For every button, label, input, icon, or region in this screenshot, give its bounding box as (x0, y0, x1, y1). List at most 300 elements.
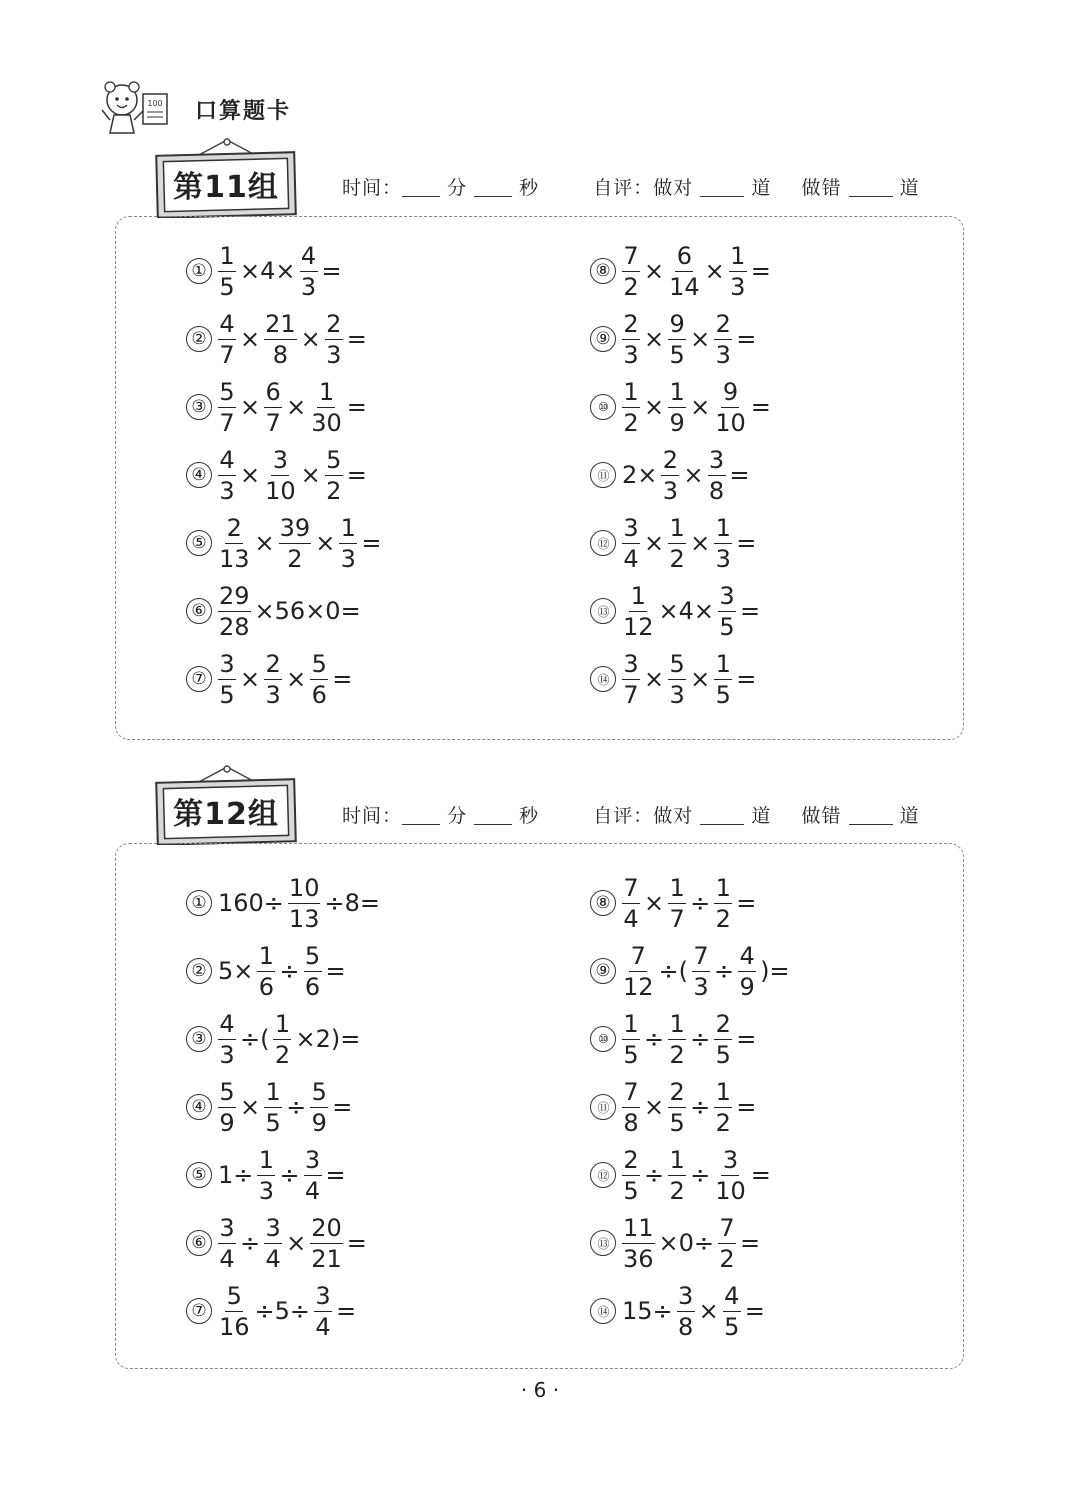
problem-number: ⑩ (590, 394, 616, 420)
fraction (668, 377, 686, 437)
operator-text: = (321, 257, 342, 285)
dao-label: 道 (751, 177, 772, 199)
problem-item (186, 1279, 358, 1343)
correct-count-blank[interactable] (700, 196, 744, 197)
operator-text: ×56×0= (254, 597, 361, 625)
denominator: 2 (326, 476, 342, 505)
denominator: 3 (730, 272, 746, 301)
numerator: 11 (623, 1213, 654, 1242)
numerator: 5 (219, 377, 235, 406)
fraction (723, 1281, 741, 1341)
problem-number: ⑭ (590, 1298, 616, 1324)
problem-item (186, 1211, 369, 1275)
denominator: 6 (258, 972, 275, 1001)
numerator: 5 (304, 941, 321, 970)
denominator: 28 (219, 612, 250, 641)
numerator: 39 (279, 513, 311, 542)
fraction (668, 649, 686, 709)
operator-text: ÷8= (324, 889, 380, 917)
denominator: 12 (623, 612, 654, 641)
denominator: 6 (311, 680, 327, 709)
fraction (692, 941, 710, 1001)
denominator: 3 (715, 340, 731, 369)
fraction (677, 1281, 695, 1341)
fraction (264, 1213, 282, 1273)
fraction (714, 873, 732, 933)
operator-text: = (346, 325, 367, 353)
problem-item (590, 375, 773, 439)
denominator: 3 (715, 544, 731, 573)
numerator: 5 (326, 445, 342, 474)
problem-number: ② (186, 326, 212, 352)
numerator: 3 (678, 1281, 694, 1310)
numerator: 1 (219, 241, 235, 270)
page-number: · 6 · (520, 1378, 560, 1402)
problem-number: ④ (186, 1094, 212, 1120)
denominator: 2 (715, 1108, 731, 1137)
fraction (714, 1077, 732, 1137)
numerator: 4 (300, 241, 317, 270)
header-title: 口算题卡 (195, 99, 292, 124)
numerator: 3 (315, 1281, 331, 1310)
minutes-blank[interactable] (402, 824, 440, 825)
operator-text: = (740, 597, 761, 625)
denominator: 4 (623, 544, 639, 573)
numerator: 1 (258, 941, 275, 970)
wrong-label: 做错 (801, 177, 842, 199)
fraction (622, 513, 640, 573)
numerator: 3 (219, 649, 235, 678)
group-11-info (342, 173, 920, 200)
operator-text: 1÷ (218, 1161, 254, 1189)
operator-text: × (683, 461, 704, 489)
numerator: 7 (630, 941, 646, 970)
fraction (668, 1009, 686, 1069)
group-11-label: 第11组 (173, 170, 279, 205)
denominator: 21 (311, 1244, 342, 1273)
numerator: 3 (623, 513, 639, 542)
problem-number: ⑥ (186, 1230, 212, 1256)
denominator: 36 (623, 1244, 654, 1273)
operator-text: × (704, 257, 725, 285)
operator-text: ×2)= (295, 1025, 361, 1053)
fraction (622, 1077, 640, 1137)
fraction (622, 1009, 640, 1069)
denominator: 3 (219, 1040, 235, 1069)
numerator: 2 (623, 1145, 639, 1174)
numerator: 4 (739, 941, 755, 970)
operator-text: = (325, 1161, 346, 1189)
denominator: 3 (326, 340, 342, 369)
denominator: 2 (719, 1244, 735, 1273)
numerator: 1 (318, 377, 335, 406)
operator-text: × (644, 1093, 665, 1121)
problem-item (590, 871, 758, 935)
problem-item (590, 579, 762, 643)
fraction (622, 941, 655, 1001)
fraction (622, 1145, 640, 1205)
problem-number: ⑦ (186, 1298, 212, 1324)
denominator: 2 (623, 272, 639, 301)
problem-number: ⑬ (590, 1230, 616, 1256)
operator-text: 160÷ (218, 889, 284, 917)
problem-number: ⑪ (590, 462, 616, 488)
problem-item (186, 375, 369, 439)
problem-number: ⑥ (186, 598, 212, 624)
numerator: 2 (669, 1077, 685, 1106)
operator-text: = (744, 1297, 765, 1325)
fraction (714, 1009, 732, 1069)
denominator: 4 (623, 904, 639, 933)
fraction (708, 445, 726, 505)
operator-text: 2× (622, 461, 658, 489)
denominator: 13 (288, 904, 320, 933)
numerator: 1 (340, 513, 356, 542)
fraction (622, 241, 640, 301)
numerator: 3 (219, 1213, 235, 1242)
fraction (264, 309, 297, 369)
fraction (218, 1009, 236, 1069)
problem-number: ⑫ (590, 1162, 616, 1188)
numerator: 9 (669, 309, 685, 338)
numerator: 5 (669, 649, 685, 678)
denominator: 9 (219, 1108, 235, 1137)
fraction (218, 241, 236, 301)
numerator: 1 (258, 1145, 275, 1174)
problem-number: ⑩ (590, 1026, 616, 1052)
numerator: 1 (630, 581, 646, 610)
fraction (218, 377, 236, 437)
denominator: 13 (219, 544, 250, 573)
operator-text: × (644, 529, 665, 557)
fraction (218, 649, 236, 709)
denominator: 7 (669, 904, 685, 933)
fraction (310, 377, 343, 437)
operator-text: × (644, 393, 665, 421)
operator-text: ÷ (690, 1161, 711, 1189)
numerator: 6 (676, 241, 693, 270)
problem-number: ⑭ (590, 666, 616, 692)
seconds-blank[interactable] (474, 824, 512, 825)
problem-item (590, 1007, 758, 1071)
fraction (218, 309, 236, 369)
numerator: 2 (623, 309, 639, 338)
problem-item (590, 511, 758, 575)
denominator: 5 (719, 612, 735, 641)
numerator: 3 (708, 445, 725, 474)
numerator: 1 (730, 241, 746, 270)
operator-text: = (332, 1093, 353, 1121)
numerator: 1 (669, 513, 685, 542)
problem-item (186, 939, 348, 1003)
fraction (622, 309, 640, 369)
operator-text: × (286, 393, 307, 421)
numerator: 1 (265, 1077, 281, 1106)
operator-text: = (736, 889, 757, 917)
operator-text: = (750, 1161, 771, 1189)
denominator: 3 (300, 272, 317, 301)
fraction (310, 649, 328, 709)
fraction (622, 377, 640, 437)
fraction (714, 309, 732, 369)
numerator: 7 (719, 1213, 735, 1242)
operator-text: ÷ (714, 957, 735, 985)
numerator: 5 (219, 1077, 235, 1106)
fraction (273, 1009, 291, 1069)
denominator: 12 (623, 972, 654, 1001)
denominator: 5 (724, 1312, 740, 1341)
operator-text: × (698, 1297, 719, 1325)
operator-text: × (240, 393, 261, 421)
problem-item (186, 1075, 354, 1139)
numerator: 2 (265, 649, 281, 678)
denominator: 5 (715, 1040, 731, 1069)
problem-number: ④ (186, 462, 212, 488)
denominator: 4 (304, 1176, 321, 1205)
numerator: 7 (623, 873, 639, 902)
fraction (288, 873, 321, 933)
denominator: 4 (219, 1244, 235, 1273)
operator-text: = (736, 1025, 757, 1053)
numerator: 3 (719, 581, 735, 610)
problem-item (590, 443, 752, 507)
group-12-sign (155, 765, 297, 845)
minutes-label: 分 (447, 177, 468, 199)
wrong-count-blank[interactable] (849, 824, 893, 825)
denominator: 3 (669, 680, 685, 709)
operator-text: = (346, 461, 367, 489)
numerator: 3 (623, 649, 639, 678)
fraction (257, 941, 275, 1001)
numerator: 5 (311, 1077, 327, 1106)
operator-text: × (254, 529, 275, 557)
operator-text: ÷ (286, 1093, 307, 1121)
numerator: 9 (722, 377, 739, 406)
numerator: 4 (724, 1281, 740, 1310)
denominator: 7 (219, 408, 235, 437)
operator-text: ×0÷ (658, 1229, 715, 1257)
denominator: 5 (219, 272, 235, 301)
operator-text: × (286, 1229, 307, 1257)
operator-text: ÷ (279, 1161, 300, 1189)
fraction (264, 445, 297, 505)
operator-text: ÷5÷ (254, 1297, 311, 1325)
operator-text: × (644, 257, 665, 285)
fraction (714, 649, 732, 709)
operator-text: ÷( (240, 1025, 270, 1053)
fraction (622, 581, 655, 641)
fraction (668, 513, 686, 573)
fraction (304, 1145, 322, 1205)
denominator: 3 (265, 680, 281, 709)
fraction (714, 1145, 747, 1205)
fraction (218, 581, 251, 641)
denominator: 2 (287, 544, 303, 573)
time-label: 时间： (342, 805, 403, 827)
problem-number: ⑬ (590, 598, 616, 624)
denominator: 10 (715, 408, 746, 437)
operator-text: ×4× (658, 597, 715, 625)
operator-text: × (644, 889, 665, 917)
numerator: 20 (311, 1213, 342, 1242)
problem-number: ⑤ (186, 530, 212, 556)
fraction (668, 1145, 686, 1205)
problem-item (590, 239, 773, 303)
denominator: 2 (274, 1040, 291, 1069)
operator-text: × (286, 665, 307, 693)
problem-number: ② (186, 958, 212, 984)
denominator: 9 (739, 972, 755, 1001)
operator-text: 5× (218, 957, 254, 985)
self-eval-label: 自评：做对 (593, 177, 694, 199)
wrong-count-blank[interactable] (849, 196, 893, 197)
operator-text: ÷ (644, 1025, 665, 1053)
problem-item (186, 511, 383, 575)
numerator: 7 (623, 1077, 639, 1106)
fraction (738, 941, 756, 1001)
fraction (310, 1077, 328, 1137)
fraction (714, 377, 747, 437)
fraction (622, 1213, 655, 1273)
problem-number: ① (186, 890, 212, 916)
problem-number: ⑪ (590, 1094, 616, 1120)
numerator: 4 (219, 445, 235, 474)
denominator: 8 (708, 476, 725, 505)
numerator: 2 (715, 1009, 731, 1038)
dao-label: 道 (899, 805, 920, 827)
denominator: 2 (669, 1176, 685, 1205)
problem-number: ⑨ (590, 326, 616, 352)
numerator: 1 (715, 873, 731, 902)
fraction (218, 1077, 236, 1137)
fraction (339, 513, 357, 573)
numerator: 7 (623, 241, 639, 270)
numerator: 10 (288, 873, 320, 902)
denominator: 14 (669, 272, 700, 301)
fraction (300, 241, 318, 301)
operator-text: × (644, 325, 665, 353)
problem-item (590, 1279, 767, 1343)
problem-item (590, 1143, 773, 1207)
operator-text: ÷ (690, 1025, 711, 1053)
fraction (218, 1281, 251, 1341)
denominator: 2 (669, 544, 685, 573)
operator-text: = (361, 529, 382, 557)
dao-label: 道 (899, 177, 920, 199)
fraction (314, 1281, 332, 1341)
numerator: 3 (272, 445, 289, 474)
dao-label: 道 (751, 805, 772, 827)
problem-item (186, 443, 369, 507)
denominator: 5 (623, 1176, 639, 1205)
operator-text: ÷ (690, 1093, 711, 1121)
fraction (668, 1077, 686, 1137)
problem-number: ⑦ (186, 666, 212, 692)
problem-item (186, 871, 382, 935)
fraction (218, 1213, 236, 1273)
problem-number: ⑤ (186, 1162, 212, 1188)
problem-item (186, 1007, 362, 1071)
denominator: 5 (623, 1040, 639, 1069)
denominator: 2 (715, 904, 731, 933)
operator-text: = (346, 393, 367, 421)
operator-text: = (740, 1229, 761, 1257)
operator-text: = (750, 257, 771, 285)
seconds-blank[interactable] (474, 196, 512, 197)
numerator: 3 (304, 1145, 321, 1174)
operator-text: × (300, 461, 321, 489)
numerator: 2 (326, 309, 342, 338)
denominator: 2 (623, 408, 639, 437)
page-header (100, 78, 500, 138)
wrong-label: 做错 (801, 805, 842, 827)
minutes-blank[interactable] (402, 196, 440, 197)
operator-text: × (240, 665, 261, 693)
problem-item (186, 647, 354, 711)
numerator: 1 (274, 1009, 291, 1038)
fraction (718, 581, 736, 641)
denominator: 3 (219, 476, 235, 505)
problem-item (186, 579, 363, 643)
numerator: 4 (219, 1009, 235, 1038)
operator-text: ÷ (279, 957, 300, 985)
problem-item (590, 1075, 758, 1139)
operator-text: × (315, 529, 336, 557)
problem-number: ⑧ (590, 890, 616, 916)
numerator: 5 (311, 649, 327, 678)
numerator: 7 (693, 941, 709, 970)
problem-number: ⑧ (590, 258, 616, 284)
fraction (668, 873, 686, 933)
operator-text: × (240, 1093, 261, 1121)
denominator: 4 (315, 1312, 331, 1341)
fraction (310, 1213, 343, 1273)
fraction (622, 649, 640, 709)
numerator: 1 (715, 513, 731, 542)
denominator: 6 (304, 972, 321, 1001)
denominator: 8 (272, 340, 289, 369)
problem-number: ⑫ (590, 530, 616, 556)
denominator: 7 (219, 340, 235, 369)
numerator: 2 (226, 513, 242, 542)
denominator: 3 (623, 340, 639, 369)
numerator: 1 (715, 1077, 731, 1106)
denominator: 16 (219, 1312, 250, 1341)
problem-item (590, 1211, 762, 1275)
numerator: 1 (669, 873, 685, 902)
denominator: 5 (669, 1108, 685, 1137)
self-eval-label: 自评：做对 (593, 805, 694, 827)
operator-text: × (240, 325, 261, 353)
denominator: 8 (623, 1108, 639, 1137)
numerator: 1 (669, 1009, 685, 1038)
group-12-label: 第12组 (173, 797, 279, 832)
numerator: 29 (219, 581, 250, 610)
numerator: 1 (669, 1145, 685, 1174)
denominator: 9 (669, 408, 685, 437)
seconds-label: 秒 (519, 805, 540, 827)
denominator: 5 (219, 680, 235, 709)
operator-text: ÷( (658, 957, 689, 985)
correct-count-blank[interactable] (700, 824, 744, 825)
fraction (718, 1213, 736, 1273)
fraction (622, 873, 640, 933)
denominator: 5 (715, 680, 731, 709)
numerator: 2 (662, 445, 679, 474)
operator-text: ÷ (644, 1161, 665, 1189)
numerator: 1 (669, 377, 685, 406)
fraction (729, 241, 747, 301)
